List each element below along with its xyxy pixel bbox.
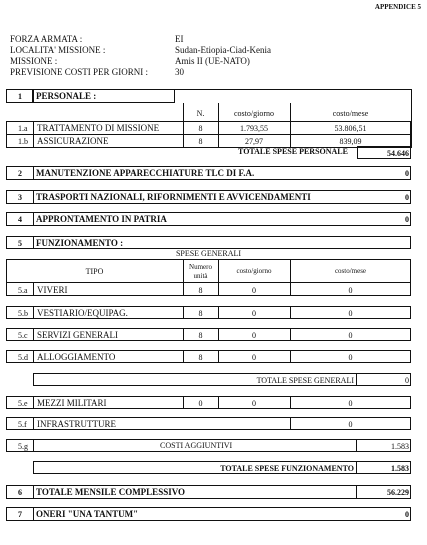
totale-funzionamento-label: TOTALE SPESE FUNZIONAMENTO (220, 464, 354, 473)
funzionamento-title: FUNZIONAMENTO : (36, 238, 124, 248)
row-code: 5.c (18, 331, 28, 340)
section-number: 4 (18, 215, 22, 224)
row-code: 5.g (18, 442, 28, 451)
row-n: 8 (198, 331, 203, 340)
section-label: APPRONTAMENTO IN PATRIA (36, 214, 167, 224)
section-value: 0 (405, 169, 409, 178)
forza-armata-value: EI (175, 34, 184, 44)
row-label: ASSICURAZIONE (37, 136, 109, 146)
missione-label: MISSIONE : (10, 56, 58, 66)
section-value: 0 (405, 193, 409, 202)
col-costo-giorno-header: costo/giorno (234, 109, 274, 118)
row-costo-mese: 0 (348, 353, 353, 362)
row-code: 5.b (18, 309, 28, 318)
row-code: 5.e (18, 399, 28, 408)
row-costo-mese: 0 (348, 309, 353, 318)
row-costo-giorno: 0 (252, 353, 256, 362)
section-label: TRASPORTI NAZIONALI, RIFORNIMENTI E AVVICENDAMENTI (36, 192, 311, 202)
section-label: MANUTENZIONE APPARECCHIATURE TLC DI F.A. (36, 168, 255, 178)
forza-armata-label: FORZA ARMATA : (10, 34, 83, 44)
row-n: 8 (198, 309, 203, 318)
localita-value: Sudan-Etiopia-Ciad-Kenia (175, 45, 271, 55)
col-n-header: N. (196, 109, 205, 118)
row-label: VIVERI (37, 285, 68, 295)
total-personale-label: TOTALE SPESE PERSONALE (238, 147, 348, 156)
row-code: 5.a (18, 286, 28, 295)
oneri-value: 0 (405, 510, 409, 519)
missione-value: Amis II (UE-NATO) (175, 56, 250, 66)
spese-generali-header: SPESE GENERALI (175, 249, 242, 258)
row-n: 8 (198, 286, 203, 295)
costi-aggiuntivi-label: COSTI AGGIUNTIVI (160, 441, 233, 450)
row-code: 1.b (18, 137, 28, 146)
section-number: 5 (18, 239, 22, 248)
row-label: TRATTAMENTO DI MISSIONE (37, 123, 160, 133)
row-n: 8 (198, 124, 203, 133)
section-number: 2 (18, 169, 22, 178)
row-costo-mese: 839,09 (339, 137, 362, 146)
row-n: 8 (198, 137, 203, 146)
section-number: 7 (18, 510, 22, 519)
previsione-value: 30 (175, 67, 184, 77)
row-costo-mese: 0 (348, 420, 353, 429)
previsione-label: PREVISIONE COSTI PER GIORNI : (10, 67, 149, 77)
section-number: 3 (18, 193, 22, 202)
col-unita-header: unità (193, 272, 208, 280)
row-costo-giorno: 27,97 (245, 137, 263, 146)
totale-mensile-label: TOTALE MENSILE COMPLESSIVO (36, 487, 186, 497)
row-costo-mese: 0 (348, 331, 353, 340)
totale-spese-generali-value: 0 (405, 376, 409, 385)
row-costo-giorno: 0 (252, 286, 256, 295)
totale-spese-generali-label: TOTALE SPESE GENERALI (256, 376, 354, 385)
row-label: VESTIARIO/EQUIPAG. (37, 308, 128, 318)
row-costo-mese: 0 (348, 399, 353, 408)
oneri-label: ONERI "UNA TANTUM" (36, 509, 139, 519)
section-number: 6 (18, 488, 22, 497)
localita-label: LOCALITA' MISSIONE : (10, 45, 106, 55)
row-label: MEZZI MILITARI (37, 398, 107, 408)
row-label: INFRASTRUTTURE (37, 419, 117, 429)
row-code: 1.a (18, 124, 28, 133)
row-costo-mese: 53.806,51 (334, 124, 367, 133)
row-label: ALLOGGIAMENTO (37, 352, 116, 362)
row-costo-giorno: 0 (252, 399, 256, 408)
row-n: 0 (198, 399, 203, 408)
appendix-label: APPENDICE 5 (374, 3, 421, 11)
col-tipo-header: TIPO (85, 267, 104, 276)
personale-title: PERSONALE : (36, 91, 97, 101)
section-number: 1 (18, 92, 22, 101)
total-personale-value: 54.646 (387, 149, 409, 158)
col-costo-mese-header: costo/mese (332, 109, 369, 118)
totale-funzionamento-value: 1.583 (391, 464, 409, 473)
totale-mensile-value: 56.229 (387, 488, 409, 497)
row-n: 8 (198, 353, 203, 362)
col-numero-header: Numero (189, 263, 212, 271)
row-costo-mese: 0 (348, 286, 353, 295)
col-costo-giorno-header: costo/giorno (236, 267, 272, 275)
row-label: SERVIZI GENERALI (37, 330, 119, 340)
row-costo-giorno: 1.793,55 (240, 124, 268, 133)
row-code: 5.d (18, 353, 28, 362)
row-costo-giorno: 0 (252, 331, 256, 340)
col-costo-mese-header: costo/mese (334, 267, 367, 275)
row-code: 5.f (18, 420, 27, 429)
costi-aggiuntivi-value: 1.583 (391, 442, 409, 451)
row-costo-giorno: 0 (252, 309, 256, 318)
section-value: 0 (405, 215, 409, 224)
